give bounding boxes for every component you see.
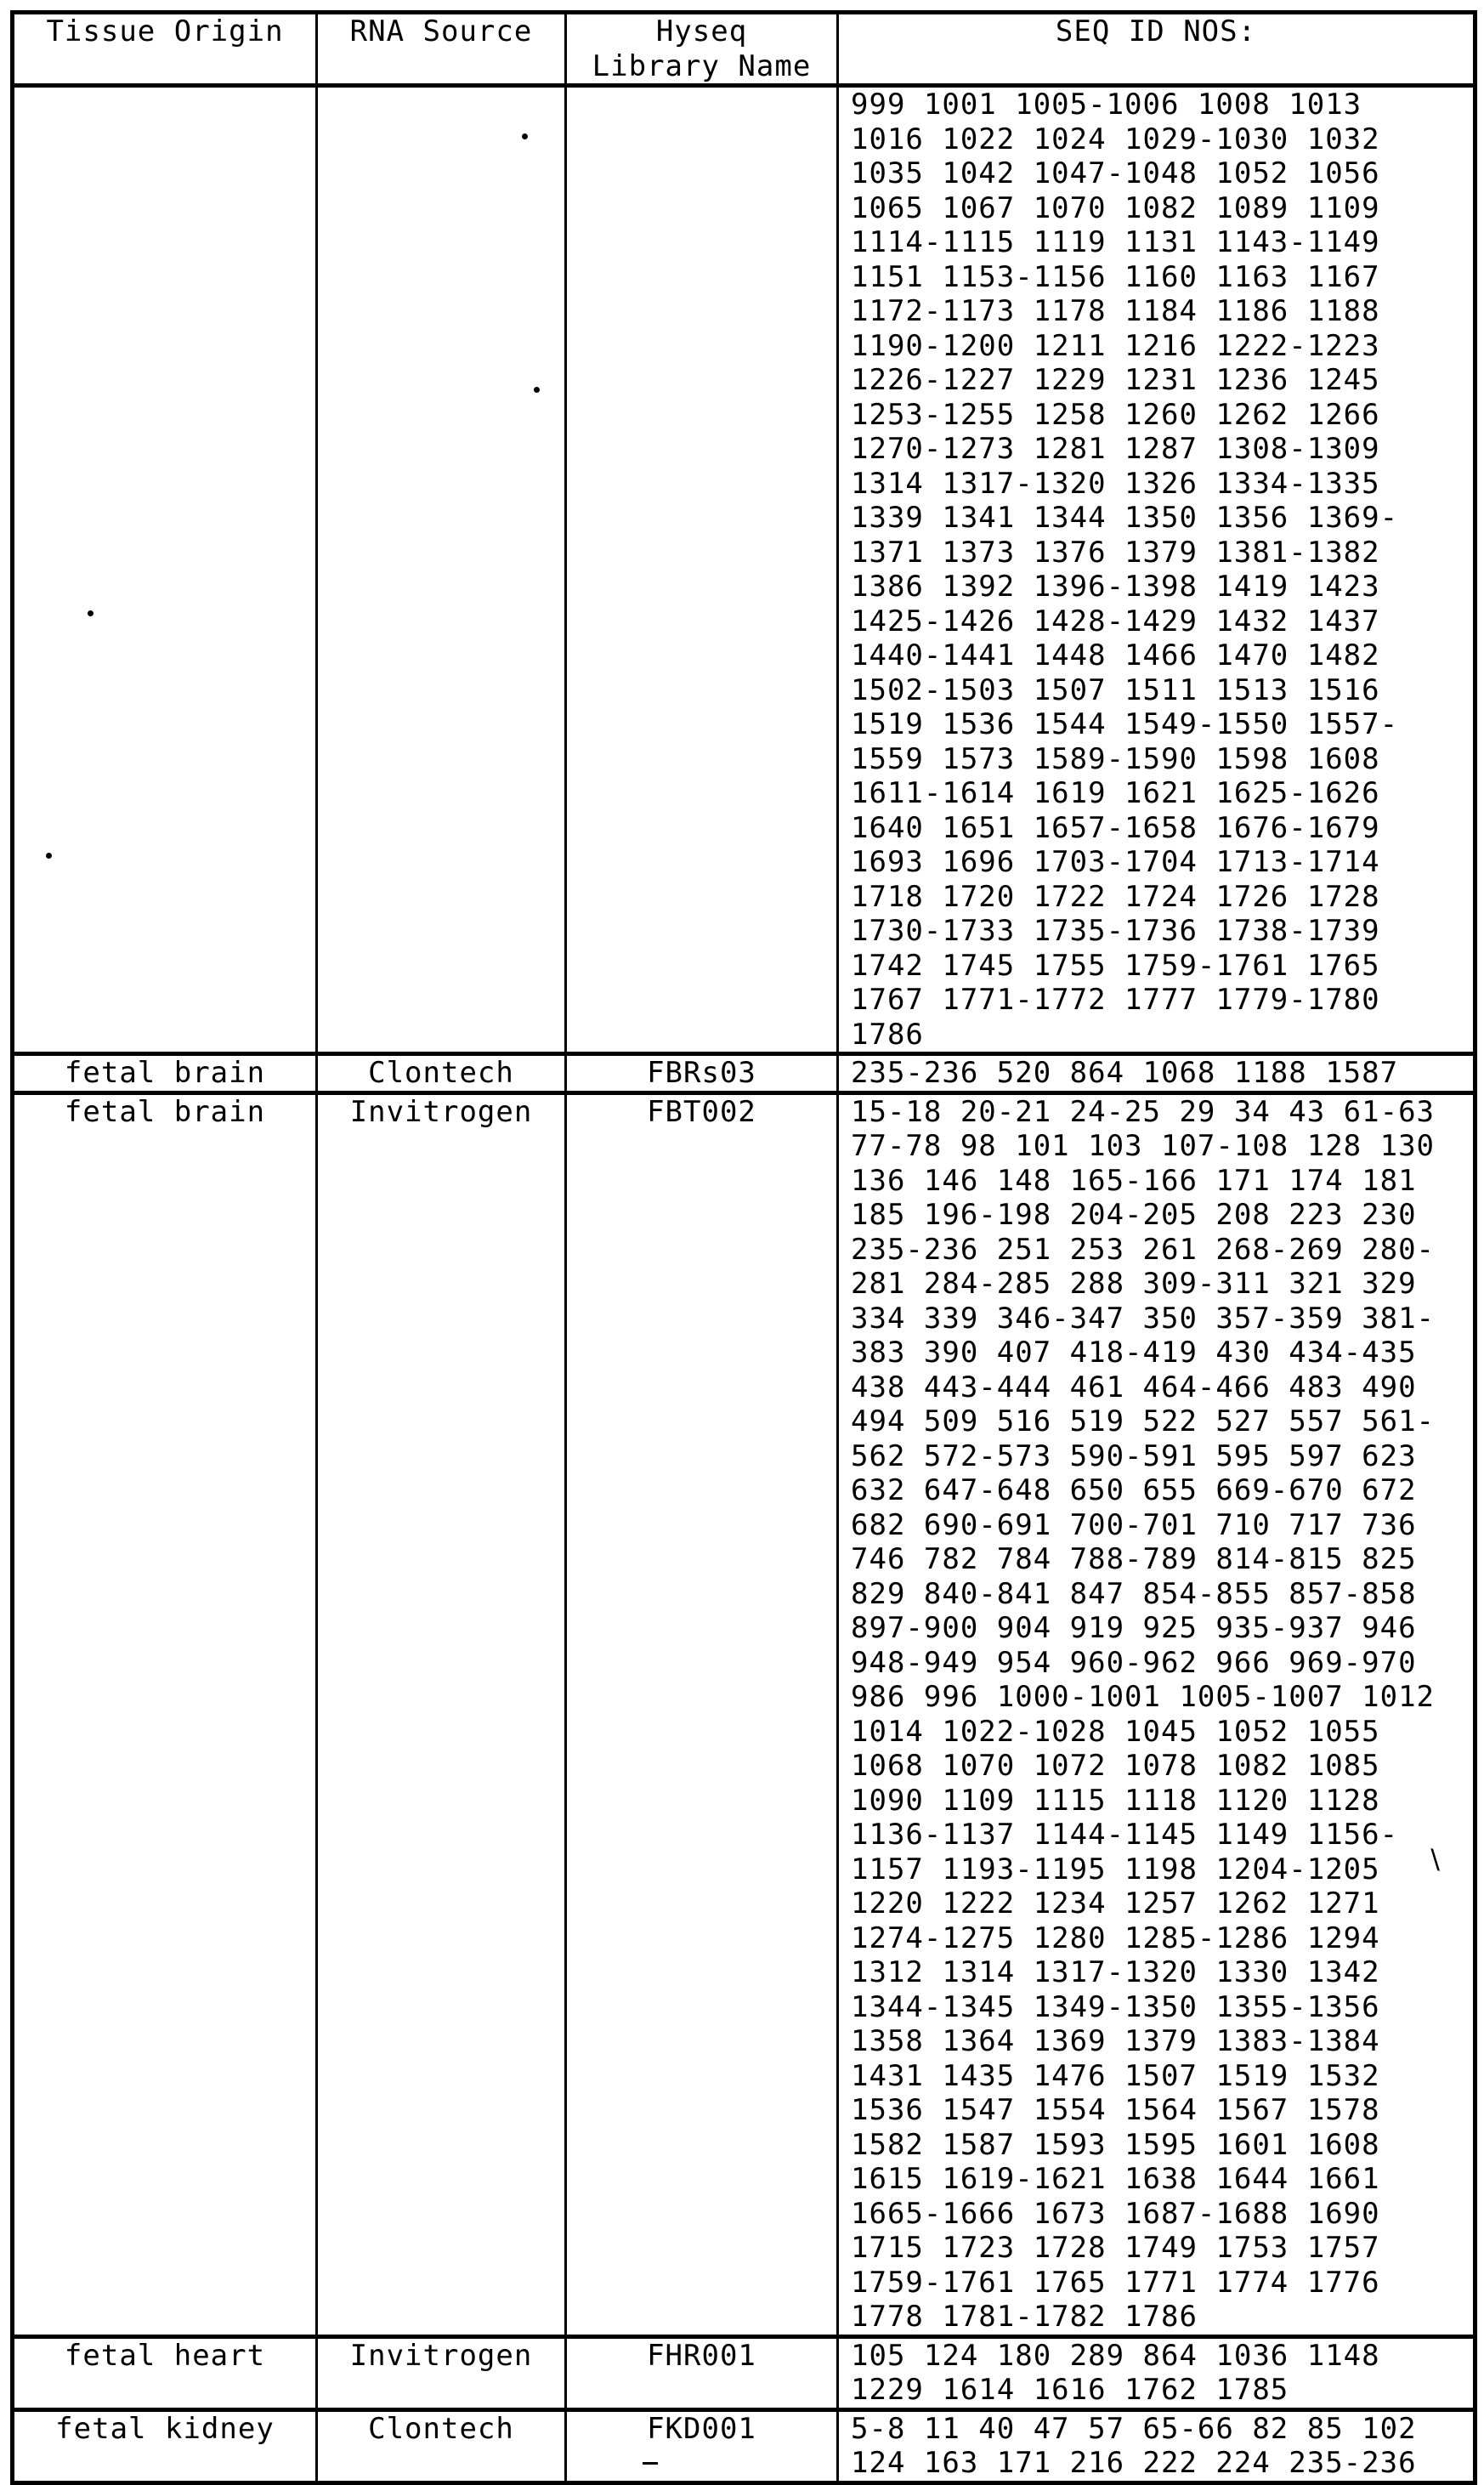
seq-id-line: 1274-1275 1280 1285-1286 1294	[851, 1920, 1380, 1955]
seq-id-line: 1582 1587 1593 1595 1601 1608	[851, 2127, 1380, 2162]
seq-id-line: 829 840-841 847 854-855 857-858	[851, 1576, 1417, 1611]
seq-id-line: 1226-1227 1229 1231 1236 1245	[851, 363, 1380, 397]
seq-id-line: 1502-1503 1507 1511 1513 1516	[851, 672, 1380, 707]
seq-id-line: 5-8 11 40 47 57 65-66 82 85 102	[851, 2411, 1417, 2446]
scan-artifact-slash: \	[1425, 1843, 1446, 1876]
seq-id-line: 1386 1392 1396-1398 1419 1423	[851, 570, 1380, 604]
seq-id-line: 1536 1547 1554 1564 1567 1578	[851, 2093, 1380, 2127]
library-name-cell	[566, 2336, 838, 2409]
scan-speck	[88, 610, 93, 616]
seq-id-line: 1665-1666 1673 1687-1688 1690	[851, 2196, 1380, 2231]
tissue-origin-cell-text: fetal brain	[64, 1094, 266, 1129]
seq-id-line: 124 163 171 216 222 224 235-236	[851, 2446, 1417, 2480]
library-name-cell-text: FBRs03	[647, 1056, 756, 1090]
seq-id-line: 1014 1022-1028 1045 1052 1055	[851, 1714, 1380, 1749]
library-name-cell	[566, 1054, 838, 1093]
seq-id-line: 999 1001 1005-1006 1008 1013	[851, 88, 1362, 122]
seq-id-line: 1640 1651 1657-1658 1676-1679	[851, 810, 1380, 845]
col-header-tissue-origin-label: Tissue Origin	[46, 14, 284, 48]
col-header-seq-id-nos-label: SEQ ID NOS:	[1055, 14, 1257, 48]
col-header-library-name-line1: Hyseq	[655, 14, 748, 48]
table-row	[13, 2336, 1476, 2409]
tissue-origin-cell-text: fetal kidney	[55, 2411, 275, 2446]
table-row	[13, 86, 1476, 1054]
seq-id-line: 235-236 520 864 1068 1188 1587	[851, 1056, 1399, 1090]
library-name-cell	[566, 2409, 838, 2482]
tissue-origin-cell	[13, 1054, 317, 1093]
scan-speck	[522, 133, 528, 139]
rna-source-cell-text: Invitrogen	[349, 2338, 533, 2373]
rna-source-cell	[317, 86, 566, 1054]
seq-id-line: 235-236 251 253 261 268-269 280-	[851, 1232, 1436, 1267]
seq-id-line: 1425-1426 1428-1429 1432 1437	[851, 604, 1380, 638]
seq-id-line: 1742 1745 1755 1759-1761 1765	[851, 948, 1380, 983]
seq-id-line: 281 284-285 288 309-311 321 329	[851, 1267, 1417, 1301]
seq-id-line: 1615 1619-1621 1638 1644 1661	[851, 2162, 1380, 2196]
library-name-cell-text: FBT002	[647, 1094, 756, 1129]
seq-id-line: 1270-1273 1281 1287 1308-1309	[851, 432, 1380, 466]
seq-id-line: 1344-1345 1349-1350 1355-1356	[851, 1989, 1380, 2024]
tissue-origin-cell-text: fetal brain	[64, 1056, 266, 1090]
seq-id-line: 1220 1222 1234 1257 1262 1271	[851, 1886, 1380, 1920]
rna-source-cell-text: Clontech	[368, 1056, 514, 1090]
seq-id-line: 1718 1720 1722 1724 1726 1728	[851, 879, 1380, 914]
seq-id-line: 1253-1255 1258 1260 1262 1266	[851, 397, 1380, 432]
rna-source-cell	[317, 1092, 566, 2336]
seq-id-cell	[838, 2409, 1476, 2482]
seq-id-line: 1229 1614 1616 1762 1785	[851, 2373, 1289, 2407]
seq-id-line: 1786	[851, 1017, 924, 1052]
rna-source-cell-text: Clontech	[368, 2411, 514, 2446]
seq-id-line: 1730-1733 1735-1736 1738-1739	[851, 914, 1380, 948]
seq-id-line: 746 782 784 788-789 814-815 825	[851, 1542, 1417, 1576]
seq-id-line: 1693 1696 1703-1704 1713-1714	[851, 845, 1380, 879]
seq-id-line: 682 690-691 700-701 710 717 736	[851, 1507, 1417, 1542]
seq-id-line: 986 996 1000-1001 1005-1007 1012	[851, 1680, 1436, 1714]
col-header-rna-source-label: RNA Source	[349, 14, 533, 48]
seq-id-cell	[838, 2336, 1476, 2409]
seq-id-line: 1157 1193-1195 1198 1204-1205	[851, 1852, 1380, 1886]
seq-id-line: 1016 1022 1024 1029-1030 1032	[851, 122, 1380, 156]
seq-id-line: 1778 1781-1782 1786	[851, 2300, 1198, 2334]
col-header-library-name	[566, 13, 838, 86]
seq-id-line: 1312 1314 1317-1320 1330 1342	[851, 1955, 1380, 1989]
rna-source-cell-text: Invitrogen	[349, 1094, 533, 1129]
rna-source-cell	[317, 1054, 566, 1093]
seq-id-cell	[838, 1054, 1476, 1093]
seq-id-line: 1371 1373 1376 1379 1381-1382	[851, 535, 1380, 570]
header-row	[13, 13, 1476, 86]
table-row	[13, 1092, 1476, 2336]
library-name-cell-text: FKD001	[647, 2411, 756, 2446]
rna-source-cell	[317, 2336, 566, 2409]
table-row	[13, 1054, 1476, 1093]
rna-source-cell	[317, 2409, 566, 2482]
seq-id-line: 136 146 148 165-166 171 174 181	[851, 1163, 1417, 1198]
tissue-origin-cell-text: fetal heart	[64, 2338, 266, 2373]
seq-id-line: 1519 1536 1544 1549-1550 1557-	[851, 707, 1399, 741]
seq-id-line: 1065 1067 1070 1082 1089 1109	[851, 190, 1380, 225]
seq-id-line: 1611-1614 1619 1621 1625-1626	[851, 776, 1380, 810]
seq-id-line: 105 124 180 289 864 1036 1148	[851, 2338, 1380, 2373]
seq-id-line: 77-78 98 101 103 107-108 128 130	[851, 1129, 1436, 1163]
tissue-origin-cell	[13, 1092, 317, 2336]
seq-id-line: 562 572-573 590-591 595 597 623	[851, 1438, 1417, 1473]
seq-id-line: 1090 1109 1115 1118 1120 1128	[851, 1783, 1380, 1818]
seq-id-line: 1114-1115 1119 1131 1143-1149	[851, 225, 1380, 259]
scan-speck	[46, 853, 52, 859]
library-name-cell	[566, 1092, 838, 2336]
seq-id-line: 632 647-648 650 655 669-670 672	[851, 1473, 1417, 1507]
seq-id-line: 1715 1723 1728 1749 1753 1757	[851, 2231, 1380, 2265]
tissue-origin-cell	[13, 2336, 317, 2409]
seq-id-line: 1759-1761 1765 1771 1774 1776	[851, 2265, 1380, 2300]
seq-id-cell	[838, 86, 1476, 1054]
seq-id-line: 15-18 20-21 24-25 29 34 43 61-63	[851, 1094, 1436, 1129]
table-row	[13, 2409, 1476, 2482]
seq-id-line: 1440-1441 1448 1466 1470 1482	[851, 638, 1380, 672]
library-name-cell	[566, 86, 838, 1054]
seq-id-line: 438 443-444 461 464-466 483 490	[851, 1370, 1417, 1404]
seq-id-line: 1068 1070 1072 1078 1082 1085	[851, 1749, 1380, 1783]
scan-artifact-dash	[643, 2462, 658, 2465]
library-name-cell-text: FHR001	[647, 2338, 756, 2373]
seq-id-line: 383 390 407 418-419 430 434-435	[851, 1336, 1417, 1370]
scan-speck	[534, 387, 540, 393]
seq-id-line: 1151 1153-1156 1160 1163 1167	[851, 259, 1380, 294]
seq-id-line: 1314 1317-1320 1326 1334-1335	[851, 466, 1380, 501]
seq-id-cell	[838, 1092, 1476, 2336]
seq-id-line: 897-900 904 919 925 935-937 946	[851, 1611, 1417, 1645]
seq-id-line: 948-949 954 960-962 966 969-970	[851, 1645, 1417, 1680]
tissue-origin-cell	[13, 86, 317, 1054]
seq-id-line: 334 339 346-347 350 357-359 381-	[851, 1301, 1436, 1336]
seq-id-line: 1559 1573 1589-1590 1598 1608	[851, 741, 1380, 776]
col-header-library-name-line2: Library Name	[592, 48, 812, 83]
seq-id-line: 1358 1364 1369 1379 1383-1384	[851, 2024, 1380, 2058]
tissue-origin-cell	[13, 2409, 317, 2482]
seq-id-line: 1339 1341 1344 1350 1356 1369-	[851, 501, 1399, 535]
seq-id-table	[10, 10, 1477, 2485]
seq-id-line: 1190-1200 1211 1216 1222-1223	[851, 328, 1380, 363]
col-header-seq-id-nos	[838, 13, 1476, 86]
table-body	[13, 86, 1476, 2483]
seq-id-line: 1431 1435 1476 1507 1519 1532	[851, 2058, 1380, 2093]
seq-id-line: 1172-1173 1178 1184 1186 1188	[851, 294, 1380, 328]
col-header-tissue-origin	[13, 13, 317, 86]
seq-id-line: 185 196-198 204-205 208 223 230	[851, 1198, 1417, 1232]
seq-id-line: 1767 1771-1772 1777 1779-1780	[851, 983, 1380, 1017]
seq-id-line: 1035 1042 1047-1048 1052 1056	[851, 156, 1380, 190]
seq-id-line: 1136-1137 1144-1145 1149 1156-	[851, 1818, 1399, 1852]
col-header-rna-source	[317, 13, 566, 86]
seq-id-line: 494 509 516 519 522 527 557 561-	[851, 1404, 1436, 1438]
